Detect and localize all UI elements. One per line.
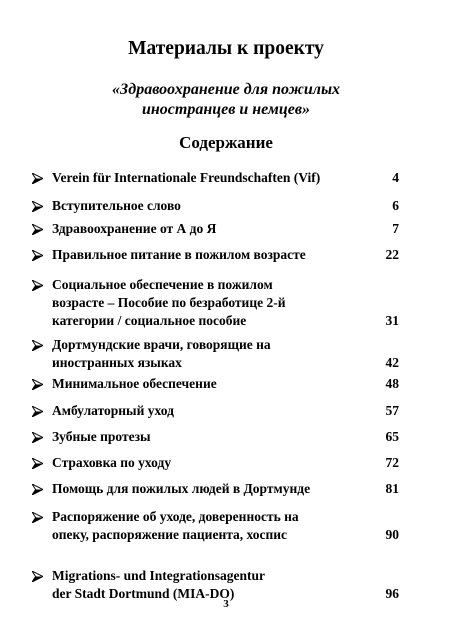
toc-page-number: 42 xyxy=(385,355,399,370)
toc-entry-title xyxy=(52,454,374,472)
toc-page-number: 48 xyxy=(385,376,399,391)
toc-entry-title xyxy=(52,402,374,420)
arrow-bullet-icon xyxy=(32,571,43,582)
arrow-bullet-icon xyxy=(32,406,43,417)
toc-entry-title xyxy=(52,169,374,187)
arrow-bullet-icon xyxy=(32,173,43,184)
toc-page-number: 81 xyxy=(385,481,399,496)
arrow-bullet-icon xyxy=(32,512,43,523)
toc-entry-title xyxy=(52,246,374,264)
toc-page-number: 31 xyxy=(385,313,399,328)
arrow-bullet-icon xyxy=(32,379,43,390)
toc-entry-line: опеку, распоряжение пациента, хоспис xyxy=(52,527,288,542)
toc-heading: Содержание xyxy=(179,133,273,152)
document-subtitle xyxy=(0,80,452,120)
toc-entry-title xyxy=(52,220,374,238)
document-title: Материалы к проекту xyxy=(128,38,324,59)
toc-page-number: 22 xyxy=(385,247,399,262)
toc-entry-line: Минимальное обеспечение xyxy=(52,376,217,391)
arrow-bullet-icon xyxy=(32,280,43,291)
toc-entry-line: Зубные протезы xyxy=(52,429,151,444)
arrow-bullet-icon xyxy=(32,224,43,235)
toc-entry-line: der Stadt Dortmund (MIA-DO) xyxy=(52,586,235,601)
toc-entry-line: Здравоохранение от А до Я xyxy=(52,221,217,236)
toc-entry-line: Verein für Internationale Freundschaften (Vif) xyxy=(52,170,321,185)
arrow-bullet-icon xyxy=(32,201,43,212)
toc-page-number: 72 xyxy=(385,455,399,470)
toc-entry-title xyxy=(52,375,374,393)
toc-entry-line: категории / социальное пособие xyxy=(52,313,247,328)
toc-entry-line: Социальное обеспечение в пожилом xyxy=(52,277,273,292)
toc-page-number: 57 xyxy=(385,403,399,418)
arrow-bullet-icon xyxy=(32,484,43,495)
arrow-bullet-icon xyxy=(32,458,43,469)
arrow-bullet-icon xyxy=(32,432,43,443)
toc-entry-line: Вступительное слово xyxy=(52,198,181,213)
toc-entry-title xyxy=(52,480,374,498)
toc-entry-line: Migrations- und Integrationsagentur xyxy=(52,568,266,583)
toc-entry-line: Помощь для пожилых людей в Дортмунде xyxy=(52,481,311,496)
toc-page-number: 7 xyxy=(392,221,399,236)
toc-page-number: 4 xyxy=(392,170,399,185)
arrow-bullet-icon xyxy=(32,250,43,261)
toc-entry-title xyxy=(52,508,374,544)
toc-page-number: 65 xyxy=(385,429,399,444)
toc-page-number: 6 xyxy=(392,198,399,213)
toc-entry-line: Амбулаторный уход xyxy=(52,403,174,418)
toc-page-number: 96 xyxy=(385,586,399,601)
toc-entry-line: Правильное питание в пожилом возрасте xyxy=(52,247,306,262)
toc-entry-line: иностранных языках xyxy=(52,355,182,370)
toc-entry-line: Дортмундские врачи, говорящие на xyxy=(52,337,271,352)
toc-entry-title xyxy=(52,276,374,330)
toc-entry-line: Страховка по уходу xyxy=(52,455,172,470)
toc-entry-line: возрасте – Пособие по безработице 2-й xyxy=(52,295,286,310)
arrow-bullet-icon xyxy=(32,340,43,351)
toc-page-number: 90 xyxy=(385,527,399,542)
toc-entry-title xyxy=(52,336,374,372)
toc-entry-title xyxy=(52,197,374,215)
subtitle-line: иностранцев и немцев» xyxy=(142,101,310,118)
subtitle-line: «Здравоохранение для пожилых xyxy=(111,81,341,98)
toc-entry-title xyxy=(52,428,374,446)
toc-entry-line: Распоряжение об уходе, доверенность на xyxy=(52,509,299,524)
footer-page-number: 3 xyxy=(223,598,229,610)
